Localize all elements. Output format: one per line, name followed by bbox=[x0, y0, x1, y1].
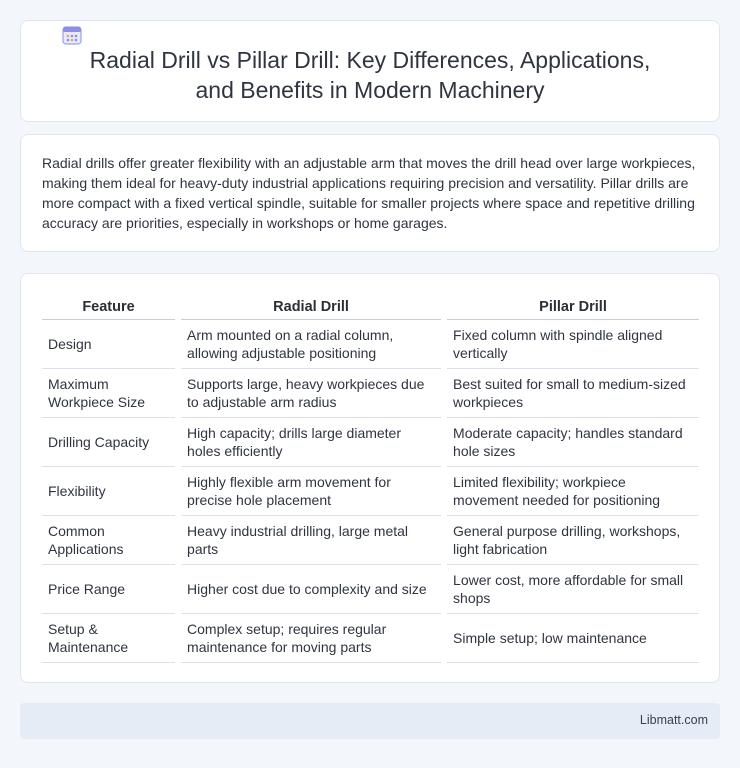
table-row bbox=[42, 418, 699, 467]
cell-pillar: Limited flexibility; workpiece movement needed for positioning bbox=[447, 467, 699, 516]
cell-pillar: General purpose drilling, workshops, light fabrication bbox=[447, 516, 699, 565]
cell-pillar: Simple setup; low maintenance bbox=[447, 614, 699, 663]
header-feature: Feature bbox=[42, 292, 175, 320]
cell-feature: Flexibility bbox=[42, 467, 175, 516]
cell-feature: Price Range bbox=[42, 565, 175, 614]
cell-radial: Higher cost due to complexity and size bbox=[181, 565, 441, 614]
calendar-grid-icon bbox=[61, 24, 83, 46]
table-row bbox=[42, 516, 699, 565]
cell-radial: Complex setup; requires regular maintenance for moving parts bbox=[181, 614, 441, 663]
cell-radial: Highly flexible arm movement for precise hole placement bbox=[181, 467, 441, 516]
cell-feature: Setup & Maintenance bbox=[42, 614, 175, 663]
summary-paragraph: Radial drills offer greater flexibility with an adjustable arm that moves the drill head over large workpieces, making them ideal for heavy-duty industrial applications requiring precision and versatility. Pillar drills are more compact with a fixed vertical spindle, suitable for smaller projects where space and repetitive drilling accuracy are priorities, especially in workshops or home garages. bbox=[42, 155, 696, 231]
comparison-table-card bbox=[20, 273, 720, 683]
cell-feature: Common Applications bbox=[42, 516, 175, 565]
page-title-line-1: Radial Drill vs Pillar Drill: Key Differences, Applications, bbox=[89, 47, 651, 73]
page-title bbox=[21, 45, 719, 105]
table-row bbox=[42, 565, 699, 614]
header-pillar-drill: Pillar Drill bbox=[447, 292, 699, 320]
header-radial-drill: Radial Drill bbox=[181, 292, 441, 320]
summary-card bbox=[20, 134, 720, 252]
table-header-row bbox=[42, 292, 699, 320]
cell-pillar: Fixed column with spindle aligned vertically bbox=[447, 320, 699, 369]
page-title-line-2: and Benefits in Modern Machinery bbox=[195, 77, 545, 103]
cell-feature: Maximum Workpiece Size bbox=[42, 369, 175, 418]
cell-radial: Heavy industrial drilling, large metal parts bbox=[181, 516, 441, 565]
footer-brand-link[interactable]: Libmatt.com bbox=[639, 713, 708, 727]
cell-feature: Design bbox=[42, 320, 175, 369]
cell-feature: Drilling Capacity bbox=[42, 418, 175, 467]
cell-radial: Supports large, heavy workpieces due to adjustable arm radius bbox=[181, 369, 441, 418]
table-row bbox=[42, 614, 699, 663]
cell-pillar: Lower cost, more affordable for small shops bbox=[447, 565, 699, 614]
cell-pillar: Best suited for small to medium-sized workpieces bbox=[447, 369, 699, 418]
comparison-table bbox=[36, 292, 705, 663]
footer bbox=[20, 703, 720, 739]
title-card bbox=[20, 20, 720, 122]
cell-radial: Arm mounted on a radial column, allowing adjustable positioning bbox=[181, 320, 441, 369]
cell-pillar: Moderate capacity; handles standard hole sizes bbox=[447, 418, 699, 467]
table-row bbox=[42, 369, 699, 418]
table-row bbox=[42, 467, 699, 516]
cell-radial: High capacity; drills large diameter holes efficiently bbox=[181, 418, 441, 467]
table-row bbox=[42, 320, 699, 369]
